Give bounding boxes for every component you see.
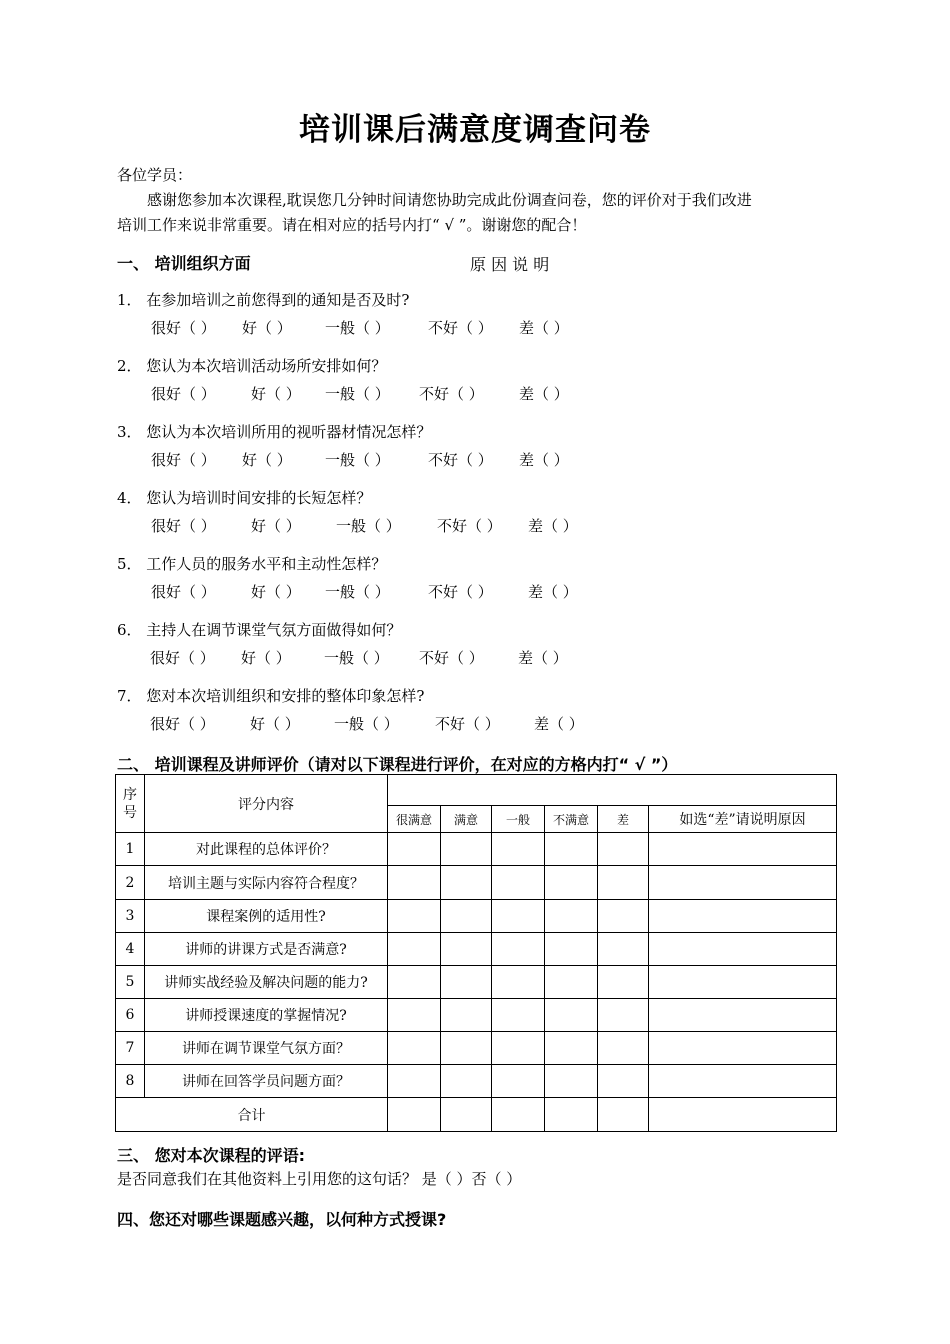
row-content: 对此课程的总体评价？ [145,833,388,866]
rating-label: 一般 [492,806,545,833]
answer-option[interactable]: 差（ ） [519,319,569,337]
rating-cell[interactable] [545,933,598,966]
rating-cell[interactable] [545,900,598,933]
reason-cell[interactable] [649,833,837,866]
answer-option[interactable]: 一般（ ） [336,517,401,535]
question-text: 6． 主持人在调节课堂气氛方面做得如何？ [117,621,402,639]
seq-header: 序号 [116,775,145,833]
total-label: 合计 [116,1098,388,1132]
rating-cell[interactable] [441,999,492,1032]
rating-cell[interactable] [598,866,649,900]
rating-cell[interactable] [492,999,545,1032]
row-number: 2 [116,866,145,900]
rating-cell[interactable] [545,1032,598,1065]
answer-option[interactable]: 好（ ） [242,451,292,469]
reason-cell[interactable] [649,966,837,999]
answer-option[interactable]: 好（ ） [242,319,292,337]
row-content: 课程案例的适用性? [145,900,388,933]
rating-cell[interactable] [545,833,598,866]
rating-cell[interactable] [492,966,545,999]
answer-option[interactable]: 不好（ ） [428,451,493,469]
total-cell[interactable] [649,1098,837,1132]
answer-option[interactable]: 好（ ） [241,649,291,667]
greeting: 各位学员： [117,166,193,184]
question-text: 2． 您认为本次培训活动场所安排如何？ [117,357,387,375]
section4-heading: 四、您还对哪些课题感兴趣，以何种方式授课? [117,1210,447,1229]
answer-option[interactable]: 好（ ） [251,385,301,403]
row-number: 1 [116,833,145,866]
row-content: 讲师在回答学员问题方面？ [145,1065,388,1098]
rating-cell[interactable] [388,866,441,900]
rating-cell[interactable] [492,900,545,933]
reason-cell[interactable] [649,1065,837,1098]
answer-option[interactable]: 好（ ） [250,715,300,733]
answer-option[interactable]: 不好（ ） [435,715,500,733]
answer-option[interactable]: 差（ ） [528,517,578,535]
rating-cell[interactable] [441,866,492,900]
answer-option[interactable]: 差（ ） [534,715,584,733]
reason-cell[interactable] [649,1032,837,1065]
row-content: 讲师在调节课堂气氛方面？ [145,1032,388,1065]
rating-cell[interactable] [441,900,492,933]
answer-option[interactable]: 一般（ ） [325,385,390,403]
answer-option[interactable]: 很好（ ） [150,715,215,733]
reason-cell[interactable] [649,866,837,900]
rating-cell[interactable] [441,966,492,999]
answer-option[interactable]: 很好（ ） [151,451,216,469]
row-content: 讲师实战经验及解决问题的能力? [145,966,388,999]
reason-header: 如选“差”请说明原因 [649,806,837,833]
rating-cell[interactable] [545,999,598,1032]
answer-option[interactable]: 很好（ ） [151,583,216,601]
table-row [116,999,837,1032]
row-number: 5 [116,966,145,999]
total-cell[interactable] [388,1098,441,1132]
row-number: 8 [116,1065,145,1098]
row-content: 讲师的讲课方式是否满意? [145,933,388,966]
rating-cell[interactable] [598,833,649,866]
rating-cell[interactable] [492,833,545,866]
rating-cell[interactable] [598,1065,649,1098]
table-row [116,900,837,933]
answer-option[interactable]: 很好（ ） [151,517,216,535]
intro-line-1: 感谢您参加本次课程,耽误您几分钟时间请您协助完成此份调查问卷，您的评价对于我们改进 [147,191,752,209]
rating-table [115,774,837,1132]
table-row [116,1065,837,1098]
table-row [116,866,837,900]
rating-cell[interactable] [388,900,441,933]
rating-cell[interactable] [441,933,492,966]
content-header: 评分内容 [145,775,388,833]
rating-cell[interactable] [388,999,441,1032]
row-number: 7 [116,1032,145,1065]
answer-option[interactable]: 好（ ） [251,583,301,601]
rating-label: 差 [598,806,649,833]
question-text: 4． 您认为培训时间安排的长短怎样？ [117,489,372,507]
question-text: 5． 工作人员的服务水平和主动性怎样？ [117,555,387,573]
table-row [116,933,837,966]
row-number: 3 [116,900,145,933]
row-content: 培训主题与实际内容符合程度？ [145,866,388,900]
answer-option[interactable]: 很好（ ） [151,385,216,403]
reason-cell[interactable] [649,900,837,933]
rating-cell[interactable] [388,933,441,966]
section3-heading: 三、 您对本次课程的评语: [117,1146,305,1165]
answer-option[interactable]: 差（ ） [528,583,578,601]
answer-option[interactable]: 一般（ ） [325,451,390,469]
page-title: 培训课后满意度调查问卷 [299,112,651,148]
rating-cell[interactable] [441,1032,492,1065]
rating-label: 不满意 [545,806,598,833]
answer-option[interactable]: 一般（ ） [325,319,390,337]
rating-cell[interactable] [598,966,649,999]
answer-option[interactable]: 不好（ ） [428,583,493,601]
rating-cell[interactable] [545,1065,598,1098]
rating-cell[interactable] [598,933,649,966]
section2-heading: 二、 培训课程及讲师评价（请对以下课程进行评价，在对应的方格内打“ √ ”） [117,755,678,774]
answer-option[interactable]: 不好（ ） [419,385,484,403]
total-cell[interactable] [492,1098,545,1132]
answer-option[interactable]: 好（ ） [251,517,301,535]
answer-option[interactable]: 差（ ） [519,451,569,469]
answer-option[interactable]: 很好（ ） [151,319,216,337]
rating-cell[interactable] [492,1032,545,1065]
answer-option[interactable]: 很好（ ） [150,649,215,667]
rating-cell[interactable] [441,833,492,866]
question-text: 7． 您对本次培训组织和安排的整体印象怎样? [117,687,425,705]
total-cell[interactable] [441,1098,492,1132]
rating-cell[interactable] [545,966,598,999]
answer-option[interactable]: 一般（ ） [324,649,389,667]
table-row [116,833,837,866]
answer-option[interactable]: 差（ ） [519,385,569,403]
rating-cell[interactable] [388,966,441,999]
section1-heading: 一、 培训组织方面 [117,254,251,273]
rating-cell[interactable] [492,933,545,966]
rating-cell[interactable] [388,1032,441,1065]
rating-header-blank [388,775,837,806]
total-cell[interactable] [545,1098,598,1132]
answer-option[interactable]: 不好（ ） [428,319,493,337]
rating-cell[interactable] [492,1065,545,1098]
rating-cell[interactable] [388,1065,441,1098]
row-number: 6 [116,999,145,1032]
table-row [116,1032,837,1065]
table-row [116,966,837,999]
reason-cell[interactable] [649,999,837,1032]
reason-cell[interactable] [649,933,837,966]
rating-label: 很满意 [388,806,441,833]
answer-option[interactable]: 一般（ ） [325,583,390,601]
rating-cell[interactable] [545,866,598,900]
answer-option[interactable]: 一般（ ） [334,715,399,733]
intro-line-2: 培训工作来说非常重要。请在相对应的括号内打“ √ ”。谢谢您的配合！ [117,216,587,234]
answer-option[interactable]: 不好（ ） [419,649,484,667]
rating-cell[interactable] [598,999,649,1032]
rating-cell[interactable] [492,866,545,900]
rating-cell[interactable] [598,1032,649,1065]
rating-cell[interactable] [441,1065,492,1098]
row-number: 4 [116,933,145,966]
rating-label: 满意 [441,806,492,833]
answer-option[interactable]: 不好（ ） [437,517,502,535]
question-text: 3． 您认为本次培训所用的视听器材情况怎样？ [117,423,432,441]
quote-consent-question: 是否同意我们在其他资料上引用您的这句话？ 是（ ）否（ ） [117,1170,522,1188]
answer-option[interactable]: 差（ ） [518,649,568,667]
total-cell[interactable] [598,1098,649,1132]
row-content: 讲师授课速度的掌握情况? [145,999,388,1032]
rating-cell[interactable] [598,900,649,933]
rating-cell[interactable] [388,833,441,866]
reason-label: 原 因 说 明 [470,255,550,274]
question-text: 1． 在参加培训之前您得到的通知是否及时? [117,291,410,309]
